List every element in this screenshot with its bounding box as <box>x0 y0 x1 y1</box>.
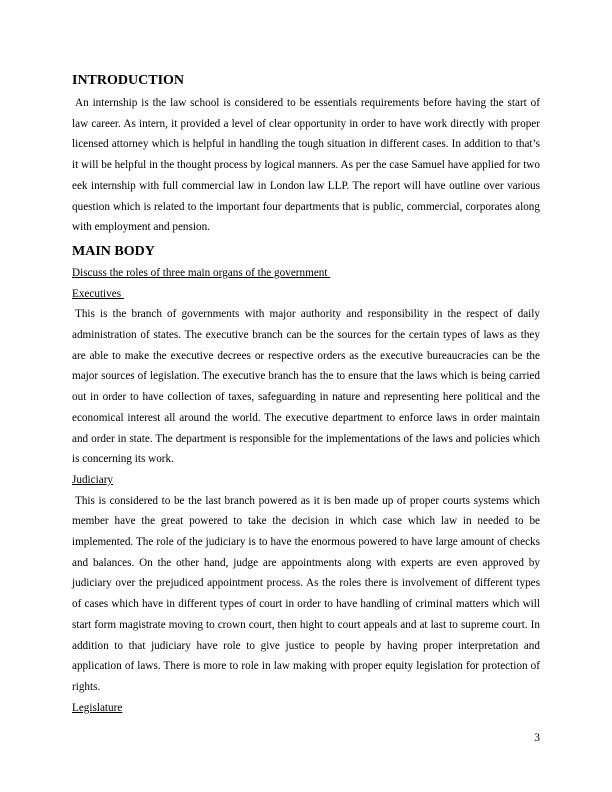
main-body-heading: MAIN BODY <box>72 243 155 259</box>
executives-paragraph: This is the branch of governments with major authority and responsibility in the respect of daily administration of states. The executive branch can be the sources for the certain types of laws as they are able to make the executive decrees or respective orders as the executive bureaucracies can be the major sources of legislation. The executive branch has the to ensure that the laws which is being carried out in order to have collection of taxes, safeguarding in nature and representing here political and the economical interest all around the world. The executive department to enforce laws in order maintain and order in state. The department is responsible for the implementations of the laws and policies which is concerning its work. <box>72 308 540 466</box>
judiciary-paragraph: This is considered to be the last branch powered as it is ben made up of proper courts systems which member have the great powered to take the decision in which case which law in needed to be implemented. The role of the judiciary is to have the enormous powered to have large amount of checks and balances. On the other hand, judge are appointments along with experts are even approved by judiciary over the prejudiced appointment process. As the roles there is involvement of different types of cases which have in different types of court in order to have handling of criminal matters which will start form magistrate moving to crown court, then hight to court appeals and at last to supreme court. In addition to that judiciary have role to give justice to people by having proper interpretation and application of laws. There is more to role in law making with proper equity legislation for protection of rights. <box>72 494 540 693</box>
introduction-heading: INTRODUCTION <box>72 73 185 88</box>
executives-subheading: Executives <box>72 287 124 300</box>
page-number: 3 <box>534 732 540 744</box>
question-heading: Discuss the roles of three main organs of the government <box>72 266 331 279</box>
page-content <box>72 72 540 718</box>
legislature-subheading: Legislature <box>72 701 123 714</box>
introduction-paragraph: An internship is the law school is considered to be essentials requirements before having the start of law career. As intern, it provided a level of clear opportunity in order to have work directly with proper licensed attorney which is helpful in handling the tough situation in different cases. In addition to that’s it will be helpful in the thought process by logical manners. As per the case Samuel have applied for two eek internship with full commercial law in London law LLP. The report will have outline over various question which is related to the important four departments that is public, commercial, corporates along with employment and pension. <box>72 97 540 234</box>
judiciary-subheading: Judiciary <box>72 473 114 486</box>
